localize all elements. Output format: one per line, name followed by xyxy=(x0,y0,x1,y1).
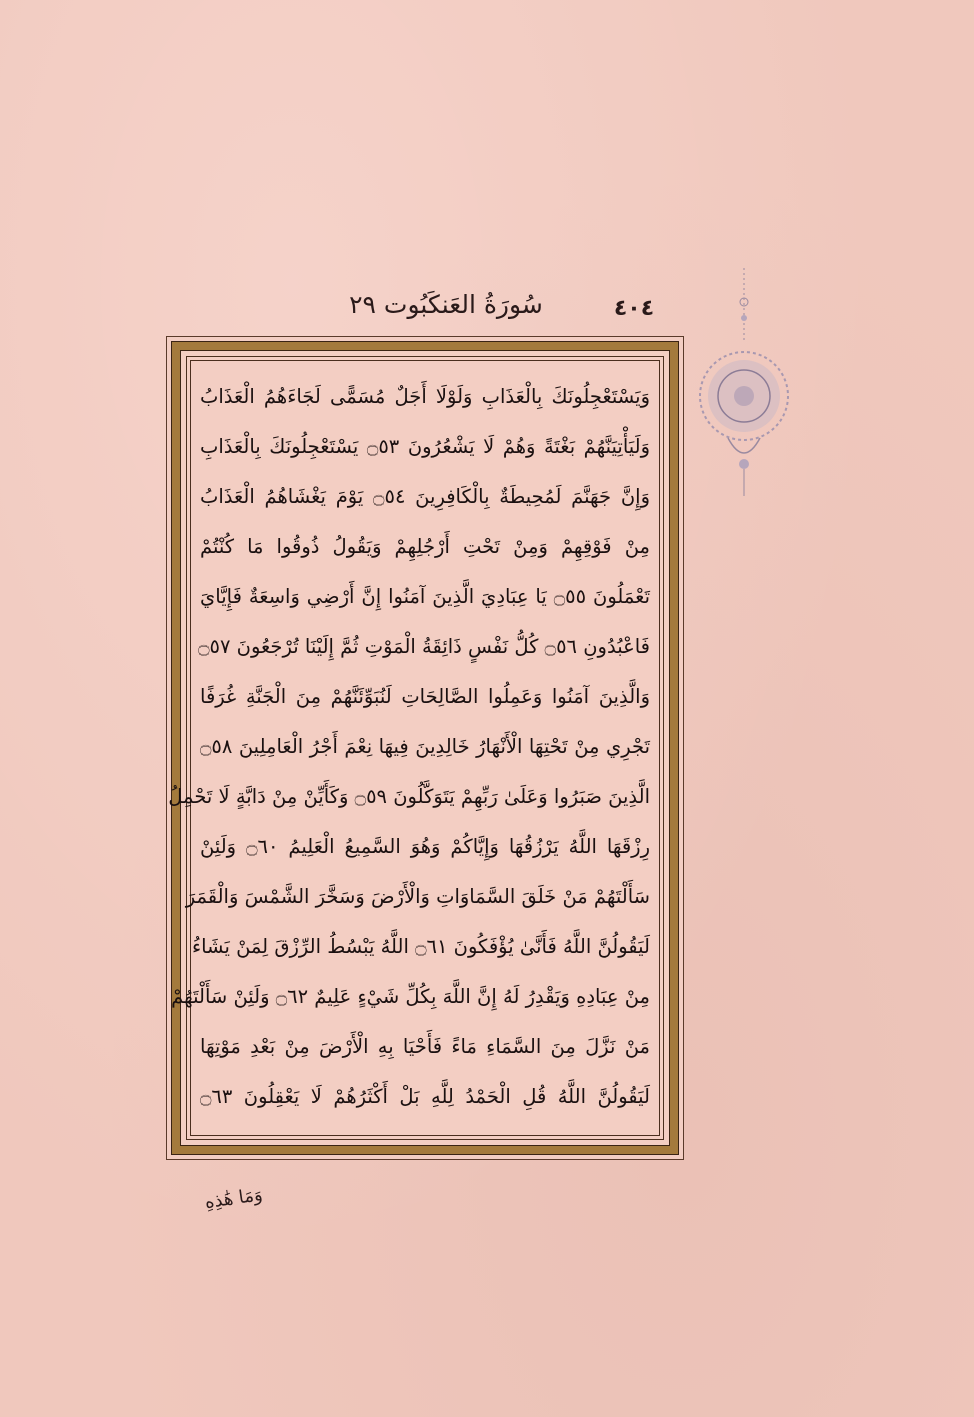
verse-line-3: وَإِنَّ جَهَنَّمَ لَمُحِيطَةٌ بِالْكَافِرِينَ ۝٥٤ يَوْمَ يَغْشَاهُمُ الْعَذَابُ xyxy=(200,485,650,508)
catchword: وَمَا هَٰذِهِ xyxy=(203,1184,264,1214)
verse-line-11: سَأَلْتَهُمْ مَنْ خَلَقَ السَّمَاوَاتِ وَالْأَرْضَ وَسَخَّرَ الشَّمْسَ وَالْقَمَرَ xyxy=(185,885,650,908)
sura-title: سُورَةُ العَنكَبُوت ٢٩ xyxy=(349,290,543,319)
verse-text-block xyxy=(168,372,651,1124)
verse-line-14: مَنْ نَزَّلَ مِنَ السَّمَاءِ مَاءً فَأَحْيَا بِهِ الْأَرْضَ مِنْ بَعْدِ مَوْتِهَا xyxy=(200,1035,650,1058)
verse-line-5: تَعْمَلُونَ ۝٥٥ يَا عِبَادِيَ الَّذِينَ آمَنُوا إِنَّ أَرْضِي وَاسِعَةٌ فَإِيَّايَ xyxy=(200,585,650,608)
verse-line-12: لَيَقُولُنَّ اللَّهُ فَأَنَّىٰ يُؤْفَكُونَ ۝٦١ اللَّهُ يَبْسُطُ الرِّزْقَ لِمَنْ يَشَاءُ xyxy=(191,935,650,958)
hizb-medallion-icon xyxy=(698,268,790,498)
verse-line-8: تَجْرِي مِنْ تَحْتِهَا الْأَنْهَارُ خَالِدِينَ فِيهَا نِعْمَ أَجْرُ الْعَامِلِينَ ۝٥٨ xyxy=(200,735,650,758)
verse-line-4: مِنْ فَوْقِهِمْ وَمِنْ تَحْتِ أَرْجُلِهِمْ وَيَقُولُ ذُوقُوا مَا كُنْتُمْ xyxy=(200,535,650,558)
verse-line-7: وَالَّذِينَ آمَنُوا وَعَمِلُوا الصَّالِحَاتِ لَنُبَوِّئَنَّهُمْ مِنَ الْجَنَّةِ غُرَفًا xyxy=(200,685,650,708)
verse-line-13: مِنْ عِبَادِهِ وَيَقْدِرُ لَهُ إِنَّ اللَّهَ بِكُلِّ شَيْءٍ عَلِيمٌ ۝٦٢ وَلَئِنْ سَأَلْتَهُمْ xyxy=(171,985,650,1008)
verse-line-1: وَيَسْتَعْجِلُونَكَ بِالْعَذَابِ وَلَوْلَا أَجَلٌ مُسَمًّى لَجَاءَهُمُ الْعَذَابُ xyxy=(200,385,650,408)
verse-line-9: الَّذِينَ صَبَرُوا وَعَلَىٰ رَبِّهِمْ يَتَوَكَّلُونَ ۝٥٩ وَكَأَيِّنْ مِنْ دَابَّةٍ لَا تَحْمِلُ xyxy=(168,785,650,808)
verse-line-15: لَيَقُولُنَّ اللَّهُ قُلِ الْحَمْدُ لِلَّهِ بَلْ أَكْثَرُهُمْ لَا يَعْقِلُونَ ۝٦٣ xyxy=(200,1085,650,1108)
verse-line-2: وَلَيَأْتِيَنَّهُمْ بَغْتَةً وَهُمْ لَا يَشْعُرُونَ ۝٥٣ يَسْتَعْجِلُونَكَ بِالْعَذَابِ xyxy=(200,435,651,458)
verse-line-10: رِزْقَهَا اللَّهُ يَرْزُقُهَا وَإِيَّاكُمْ وَهُوَ السَّمِيعُ الْعَلِيمُ ۝٦٠ وَلَئِنْ xyxy=(200,835,650,858)
verse-line-6: فَاعْبُدُونِ ۝٥٦ كُلُّ نَفْسٍ ذَائِقَةُ الْمَوْتِ ثُمَّ إِلَيْنَا تُرْجَعُونَ ۝٥٧ xyxy=(198,635,650,658)
page-number: ٤٠٤ xyxy=(613,296,655,321)
